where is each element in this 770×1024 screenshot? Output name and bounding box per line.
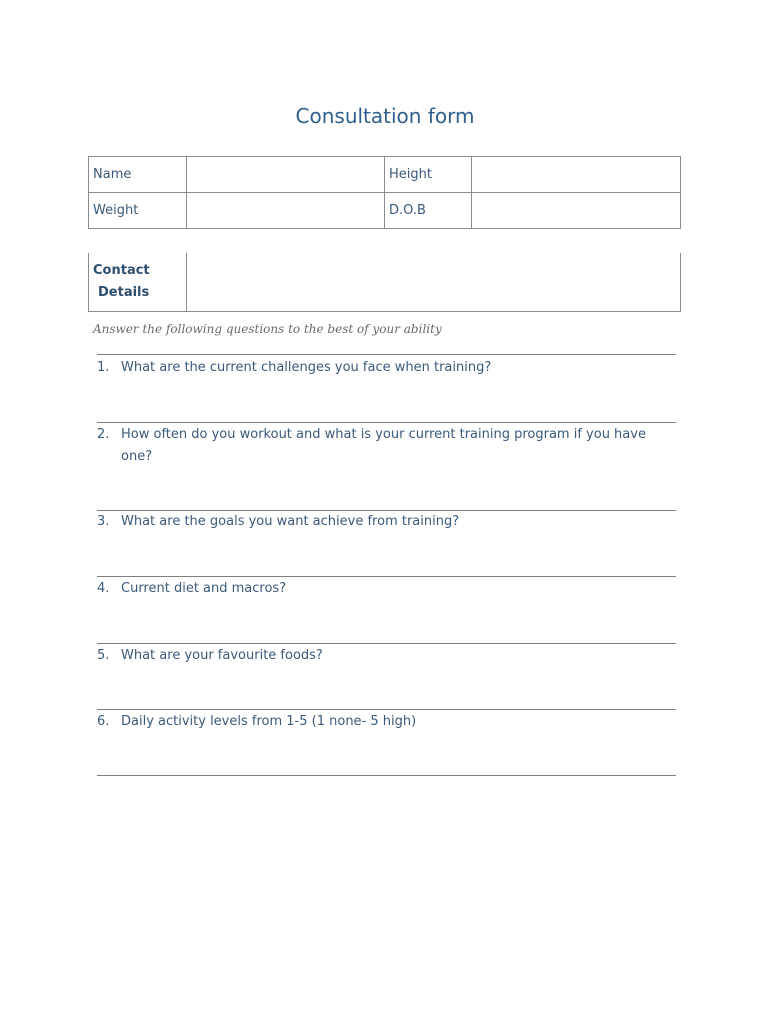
divider-line [97, 422, 676, 423]
question-number: 6. [97, 714, 110, 729]
weight-field[interactable] [187, 193, 385, 229]
dob-label: D.O.B [385, 193, 472, 229]
question-number: 2. [97, 427, 110, 442]
question-text: What are the goals you want achieve from training? [121, 514, 460, 529]
name-field[interactable] [187, 157, 385, 193]
question-number: 3. [97, 514, 110, 529]
height-label: Height [385, 157, 472, 193]
question-6 [97, 711, 677, 733]
question-text: What are your favourite foods? [121, 648, 323, 663]
question-number: 5. [97, 648, 110, 663]
personal-info-table [88, 156, 681, 229]
divider-line [97, 775, 676, 776]
dob-field[interactable] [472, 193, 681, 229]
answer-area-6[interactable] [97, 734, 676, 775]
contact-label-line1: Contact [93, 263, 150, 278]
answer-area-2[interactable] [97, 470, 676, 510]
table-row [89, 193, 681, 229]
contact-details-field[interactable] [188, 253, 678, 311]
instruction-text: Answer the following questions to the best of your ability [93, 322, 442, 336]
height-field[interactable] [472, 157, 681, 193]
question-3 [97, 511, 677, 533]
answer-area-4[interactable] [97, 601, 676, 643]
question-text: How often do you workout and what is your current training program if you have one? [121, 427, 646, 464]
name-label: Name [89, 157, 187, 193]
question-5 [97, 645, 677, 667]
divider-line [97, 709, 676, 710]
answer-area-5[interactable] [97, 668, 676, 709]
table-row [89, 157, 681, 193]
question-text: Current diet and macros? [121, 581, 287, 596]
divider-line [97, 354, 676, 355]
answer-area-3[interactable] [97, 535, 676, 576]
question-number: 1. [97, 360, 110, 375]
question-1 [97, 357, 677, 379]
question-2 [97, 424, 677, 468]
answer-area-1[interactable] [97, 380, 676, 422]
contact-label-line2: Details [98, 285, 150, 300]
question-4 [97, 578, 677, 600]
question-text: Daily activity levels from 1-5 (1 none- 5 high) [121, 714, 417, 729]
contact-details-box [88, 253, 681, 312]
weight-label: Weight [89, 193, 187, 229]
form-title: Consultation form [295, 104, 475, 128]
question-number: 4. [97, 581, 110, 596]
divider-line [97, 643, 676, 644]
question-text: What are the current challenges you face when training? [121, 360, 492, 375]
contact-details-label [89, 253, 187, 311]
divider-line [97, 576, 676, 577]
